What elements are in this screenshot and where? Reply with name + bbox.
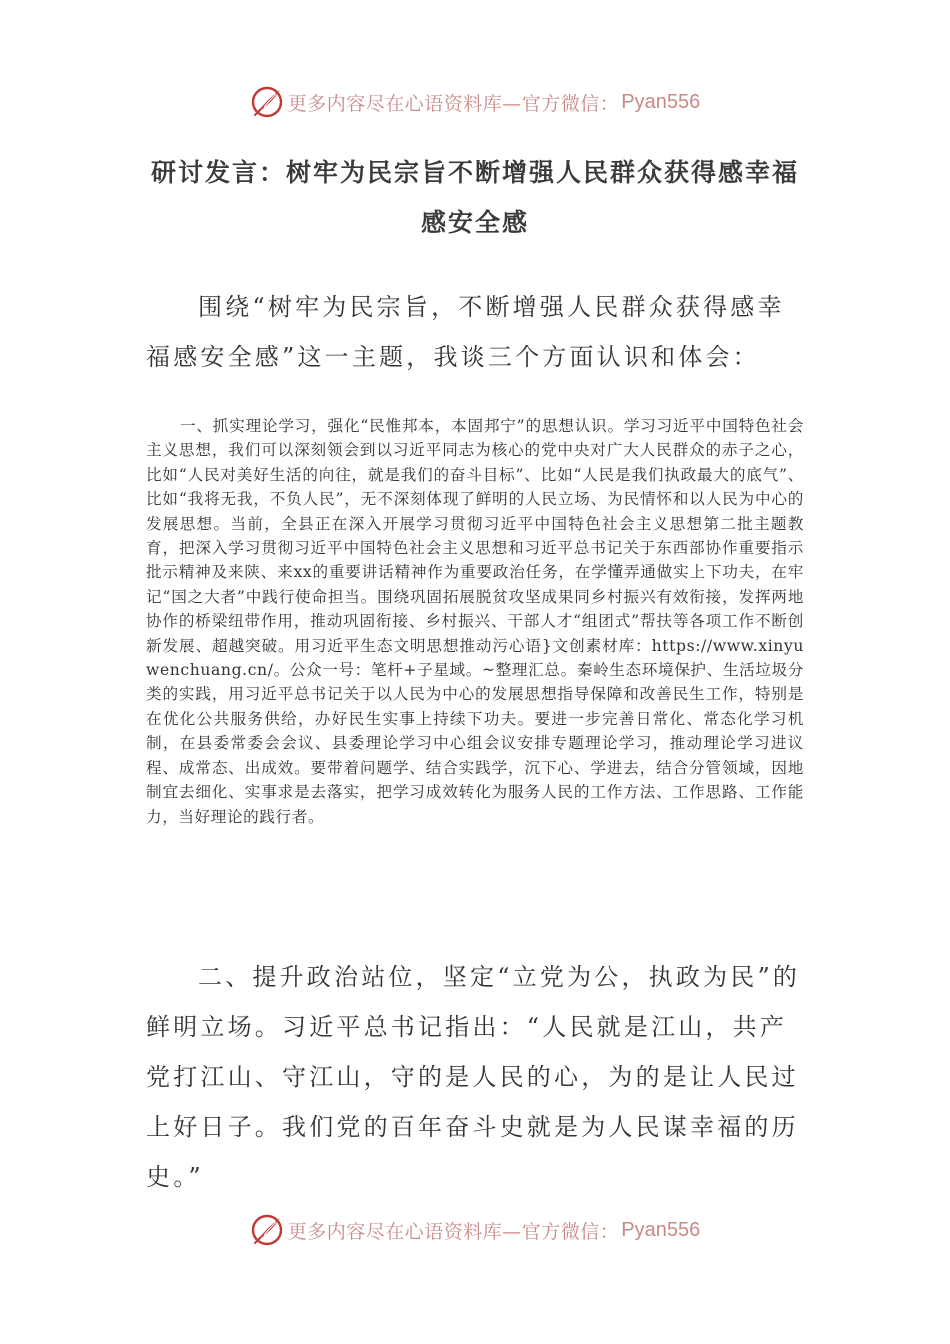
wechat-id: Pyan556 — [621, 90, 701, 113]
quill-logo-icon — [250, 85, 284, 119]
document-title: 研讨发言：树牢为民宗旨不断增强人民群众获得感幸福感安全感 — [150, 158, 799, 237]
banner-text: 更多内容尽在心语资料库—官方微信： — [287, 92, 620, 115]
intro-paragraph: 围绕“树牢为民宗旨，不断增强人民群众获得感幸福感安全感”这一主题，我谈三个方面认识和体会： — [146, 293, 785, 371]
section-1-paragraph: 一、抓实理论学习，强化“民惟邦本，本固邦宁”的思想认识。学习习近平中国特色社会主义思想，我们可以深刻领会到以习近平同志为核心的党中央对广大人民群众的赤子之心，比如“人民对美好生活的向往，就是我们的奋斗目标”、比如“人民是我们执政最大的底气”、比如“我将无我，不负人民”，无不深刻体现了鲜明的人民立场、为民情怀和以人民为中心的发展思想。当前，全县正在深入开展学习贯彻习近平中国特色社会主义思想第二批主题教育，把深入学习贯彻习近平中国特色社会主义思想和习近平总书记关于东西部协作重要指示批示精神及来陕、来xx的重要讲话精神作为重要政治任务，在学懂弄通做实上下功夫，在牢记“国之大者”中践行使命担当。围绕巩固拓展脱贫攻坚成果同乡村振兴有效衔接，发挥两地协作的桥梁纽带作用，推动巩固衔接、乡村振兴、干部人才“组团式”帮扶等各项工作不断创新发展、超越突破。用习近平生态文明思想推动污心语}文创素材库：https://www.xinyuwenchuang.cn/。公众一号：笔杆+子星域。~整理汇总。秦岭生态环境保护、生活垃圾分类的实践，用习近平总书记关于以人民为中心的发展思想指导保障和改善民生工作，特别是在优化公共服务供给，办好民生实事上持续下功夫。要进一步完善日常化、常态化学习机制，在县委常委会会议、县委理论学习中心组会议安排专题理论学习，推动理论学习进议程、成常态、出成效。要带着问题学、结合实践学，沉下心、学进去，结合分管领域，因地制宜去细化、实事求是去落实，把学习成效转化为服务人民的工作方法、工作思路、工作能力，当好理论的践行者。 — [146, 417, 804, 826]
section-2-paragraph: 二、提升政治站位，坚定“立党为公，执政为民”的鲜明立场。习近平总书记指出：“人民就是江山，共产党打江山、守江山，守的是人民的心，为的是让人民过上好日子。我们党的百年奋斗史就是为人民谋幸福的历史。” — [146, 963, 801, 1191]
banner-text: 更多内容尽在心语资料库—官方微信： — [287, 1220, 620, 1243]
wechat-id: Pyan556 — [621, 1218, 701, 1241]
quill-logo-icon — [250, 1213, 284, 1247]
footer-watermark-banner — [0, 1208, 950, 1252]
header-watermark-banner — [0, 80, 950, 124]
